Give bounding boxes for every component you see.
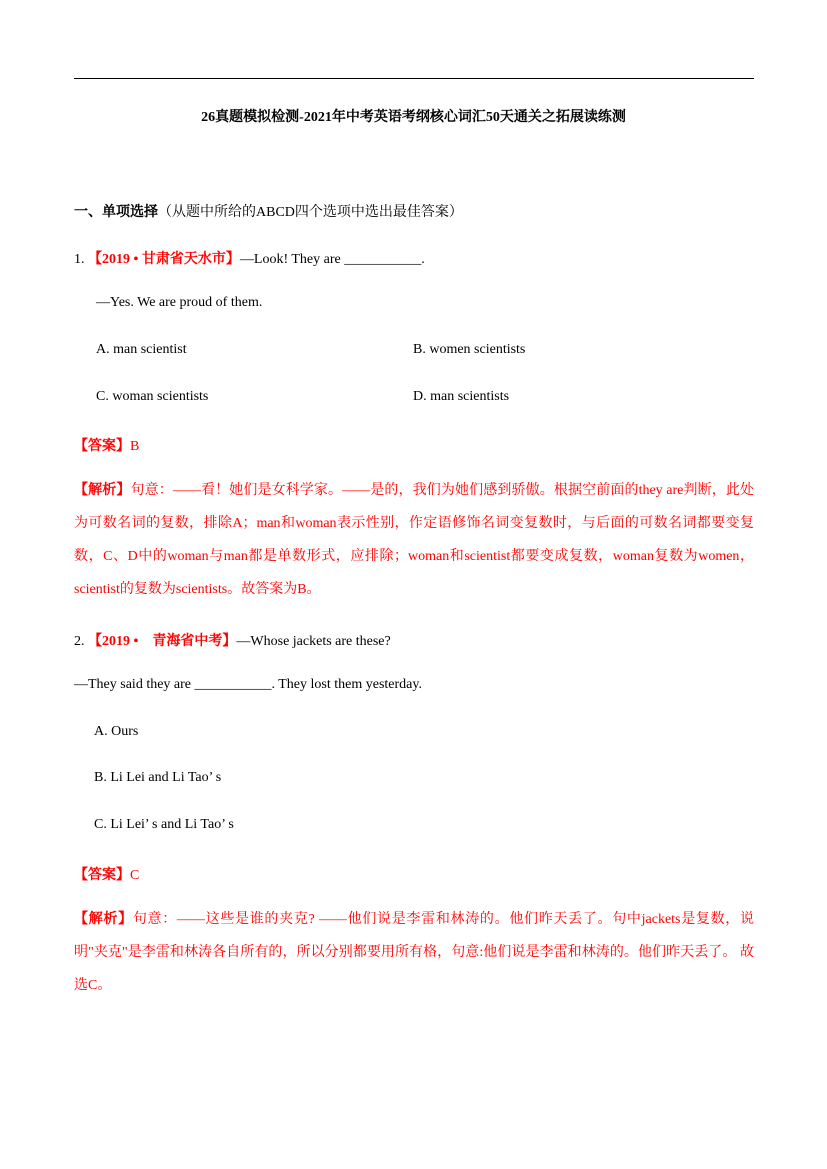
question-2-option-a: A. Ours bbox=[94, 724, 139, 739]
question-1-explanation-label: 【解析】 bbox=[74, 483, 131, 498]
question-1-answer-label: 【答案】 bbox=[74, 439, 130, 454]
question-1-explanation-block bbox=[74, 474, 754, 606]
question-2-option-b: B. Li Lei and Li Tao’ s bbox=[94, 770, 222, 785]
section-instruction: （从题中所给的ABCD四个选项中选出最佳答案） bbox=[158, 205, 463, 220]
question-2-answer-row bbox=[74, 864, 139, 884]
question-1-answer-row bbox=[74, 435, 139, 455]
question-2-explanation: 句意：——这些是谁的夹克? ——他们说是李雷和林涛的。他们昨天丢了。句中jackets是复数，说明"夹克"是李雷和林涛各自所有的，所以分别都要用所有格，句意:他们说是李雷和林涛的。他们昨天丢了。 故选C。 bbox=[74, 912, 754, 993]
question-1-number: 1. bbox=[74, 252, 85, 267]
question-2-reply: —They said they are ___________. They lost them yesterday. bbox=[74, 677, 422, 692]
question-1-option-b: B. women scientists bbox=[413, 342, 526, 357]
section-heading: 一、单项选择 bbox=[74, 205, 158, 220]
section-heading-row bbox=[74, 201, 463, 221]
question-2-stem-row bbox=[74, 630, 391, 650]
question-2-stem: —Whose jackets are these? bbox=[236, 634, 391, 649]
header-rule bbox=[74, 78, 754, 79]
question-2-option-c: C. Li Lei’ s and Li Tao’ s bbox=[94, 817, 234, 832]
question-2-source: 【2019 • 青海省中考】 bbox=[88, 634, 237, 649]
question-1-option-a: A. man scientist bbox=[96, 342, 187, 357]
question-2-explanation-block bbox=[74, 903, 754, 1002]
question-1-reply: —Yes. We are proud of them. bbox=[96, 295, 263, 310]
question-1-source: 【2019 • 甘肃省天水市】 bbox=[88, 252, 240, 267]
question-2-explanation-label: 【解析】 bbox=[74, 912, 133, 927]
question-1-option-c: C. woman scientists bbox=[96, 389, 209, 404]
question-1-option-d: D. man scientists bbox=[413, 389, 510, 404]
question-1-stem: —Look! They are ___________. bbox=[239, 252, 425, 267]
question-2-answer-label: 【答案】 bbox=[74, 868, 130, 883]
page-title: 26真题模拟检测-2021年中考英语考纲核心词汇50天通关之拓展读练测 bbox=[201, 110, 626, 125]
question-2-answer: C bbox=[130, 868, 140, 883]
question-1-answer: B bbox=[130, 439, 140, 454]
question-1-explanation: 句意：——看！她们是女科学家。——是的，我们为她们感到骄傲。根据空前面的they are判断，此处为可数名词的复数，排除A；man和woman表示性别，作定语修饰名词变复数时，与后面的可数名词都要变复数，C、D中的woman与man都是单数形式，应排除；woman和scientist都要变成复数，woman复数为women，scientist的复数为scientists。故答案为B。 bbox=[74, 483, 754, 597]
question-2-number: 2. bbox=[74, 634, 85, 649]
question-1-stem-row bbox=[74, 248, 425, 268]
